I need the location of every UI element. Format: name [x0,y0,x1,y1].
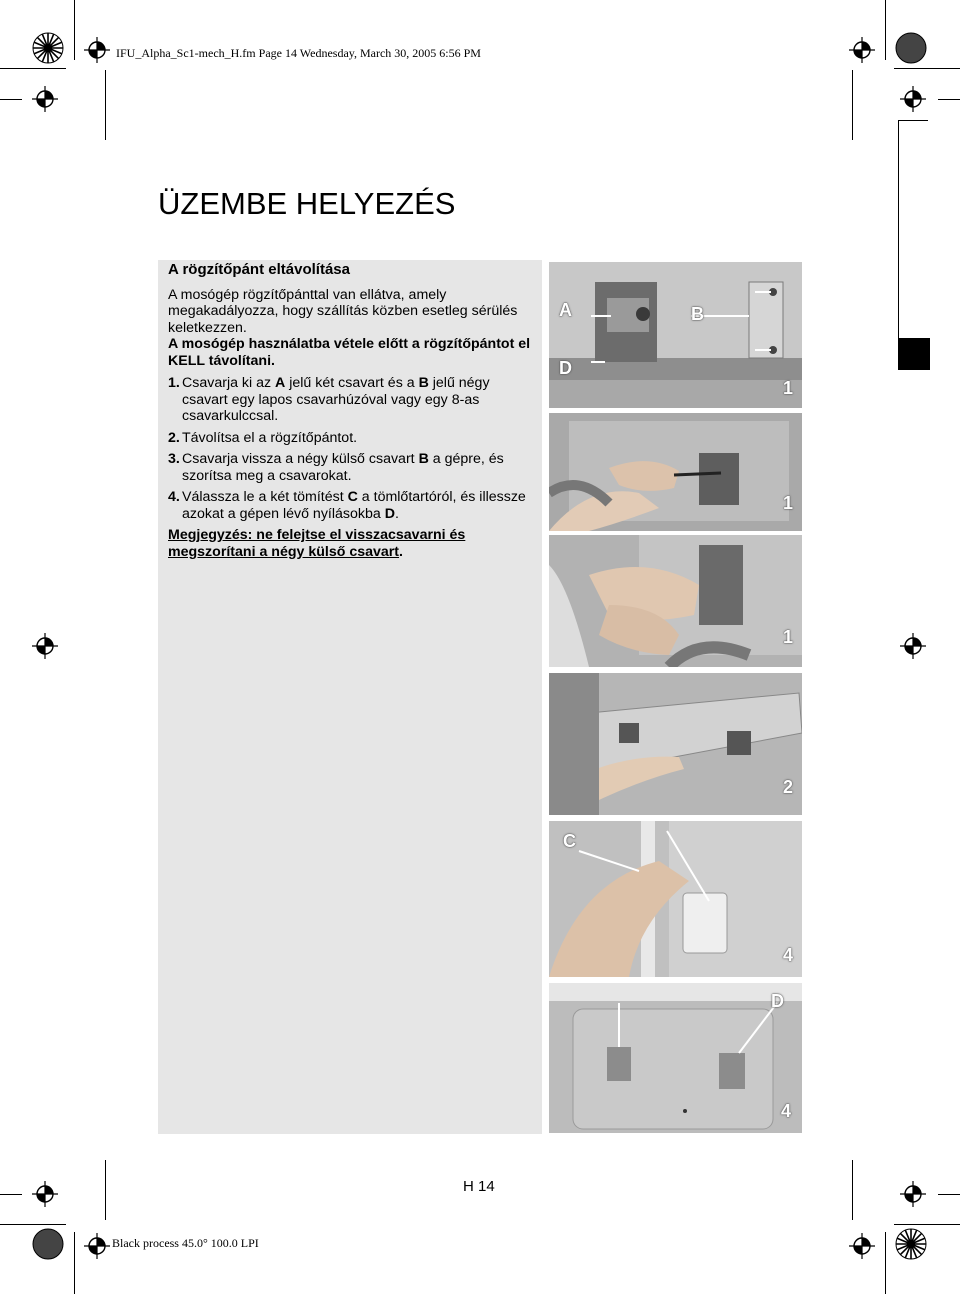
photo-step-number: 1 [783,627,794,647]
step-item: 4. Válassza le a két tömítést C a tömlőtartóról, és illessze azokat a gépen lévő nyílásokba D. [168,489,526,522]
note-paragraph: Megjegyzés: ne felejtse el visszacsavarni és megszorítani a négy külső csavart. [168,527,466,560]
crop-mark [0,1224,66,1225]
warning-paragraph: A mosógép használatba vétele előtt a rögzítőpántot el KELL távolítani. [168,336,531,369]
step-item: 1. Csavarja ki az A jelű két csavart és a B jelű négy csavart egy lapos csavarhúzóval vagy egy 8-as csavarkulccsal. [168,375,490,424]
instruction-text [168,262,536,560]
crop-mark [894,1224,960,1225]
photo-step-number: 1 [783,493,794,513]
photo-screwdriver [549,413,802,531]
registration-mark-icon [84,1233,110,1259]
crop-mark [74,1232,75,1294]
photo-label: B [691,304,704,324]
page-number: H 14 [463,1178,495,1195]
registration-mark-icon [32,86,58,112]
registration-mark-icon [32,633,58,659]
print-slug-bottom: Black process 45.0° 100.0 LPI [112,1236,259,1250]
thumb-tab-marker [898,338,930,370]
print-slug-top: IFU_Alpha_Sc1-mech_H.fm Page 14 Wednesday, March 30, 2005 6:56 PM [116,46,481,60]
crop-mark [852,1160,853,1220]
star-target-icon [895,1228,927,1260]
photo-step-number: 4 [781,1101,792,1121]
crop-mark [0,68,66,69]
photo-label: D [771,991,784,1011]
registration-mark-icon [32,1181,58,1207]
photo-label: A [559,300,572,320]
photo-label: C [563,831,576,851]
crop-mark [938,1194,960,1195]
crop-mark [938,99,960,100]
crop-mark [885,1232,886,1294]
photo-bracket-removed [549,673,802,815]
crop-mark [0,1194,22,1195]
photo-step-number: 2 [783,777,794,797]
crop-mark [105,1160,106,1220]
crop-mark [852,70,853,140]
crop-mark [894,68,960,69]
photo-seals-hose-holder [549,821,802,977]
step-item: 3. Csavarja vissza a négy külső csavart B a gépre, és szorítsa meg a csavarokat. [168,451,504,484]
registration-mark-icon [849,1233,875,1259]
registration-mark-icon [900,633,926,659]
thumb-tab-outline [898,120,928,370]
registration-mark-icon [900,1181,926,1207]
crop-mark [885,0,886,60]
photo-seals-inserted [549,983,802,1133]
crop-mark [74,0,75,60]
star-target-icon [32,32,64,64]
registration-mark-icon [84,37,110,63]
photo-step-number: 1 [783,378,794,398]
crop-mark [105,70,106,140]
intro-paragraph: A mosógép rögzítőpánttal van ellátva, amely megakadályozza, hogy szállítás közben esetleg sérülés keletkezzen. [168,286,518,336]
density-disc-icon [32,1228,64,1260]
density-disc-icon [895,32,927,64]
photo-step-number: 4 [783,945,794,965]
photo-removing-screws [549,535,802,667]
section-heading: A rögzítőpánt eltávolítása [168,261,350,278]
step-item: 2. Távolítsa el a rögzítőpántot. [168,429,358,446]
page-title: ÜZEMBE HELYEZÉS [158,186,456,221]
crop-mark [0,99,22,100]
registration-mark-icon [900,86,926,112]
photo-label: D [559,358,572,378]
photo-transit-bracket [549,262,802,408]
registration-mark-icon [849,37,875,63]
steps-list [168,375,536,522]
